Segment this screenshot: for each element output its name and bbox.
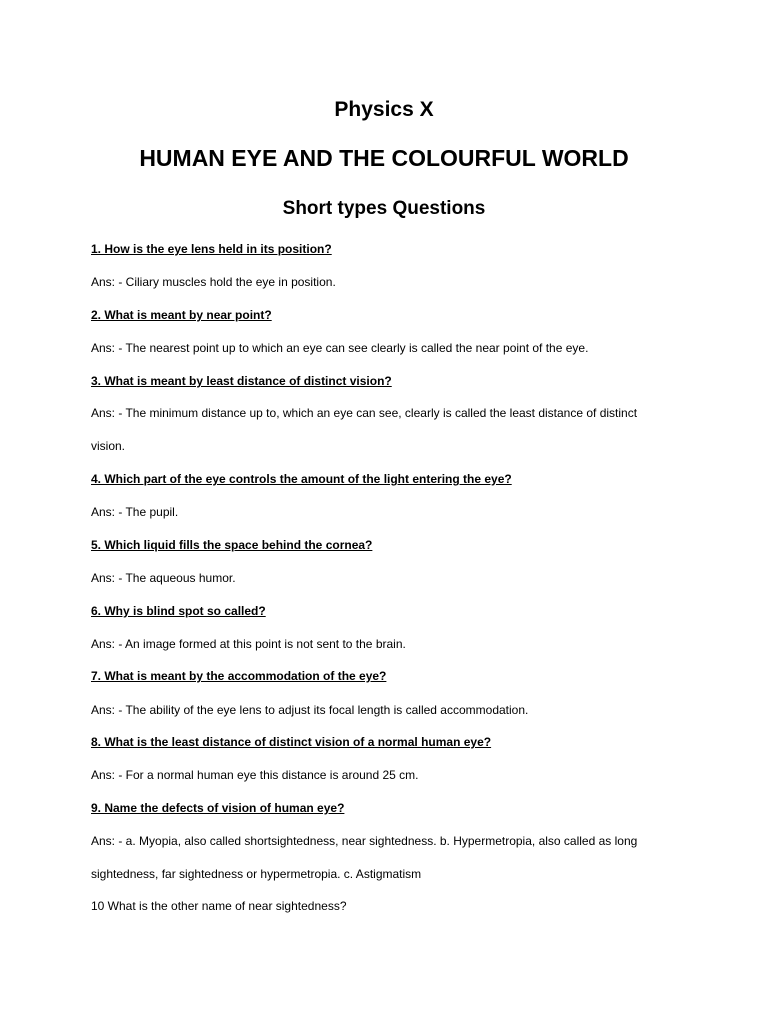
- question-2: 2. What is meant by near point?: [91, 308, 272, 322]
- answer-9-line-1: Ans: - a. Myopia, also called shortsightedness, near sightedness. b. Hypermetropia, also called as long: [91, 834, 638, 848]
- answer-3-line-1: Ans: - The minimum distance up to, which an eye can see, clearly is called the least distance of distinct: [91, 406, 638, 420]
- question-4: 4. Which part of the eye controls the amount of the light entering the eye?: [91, 472, 512, 486]
- document-chapter-title: HUMAN EYE AND THE COLOURFUL WORLD: [139, 145, 629, 171]
- answer-2: Ans: - The nearest point up to which an eye can see clearly is called the near point of the eye.: [91, 341, 589, 355]
- document-section-title: Short types Questions: [282, 198, 486, 219]
- answer-8: Ans: - For a normal human eye this distance is around 25 cm.: [91, 768, 419, 782]
- question-9: 9. Name the defects of vision of human eye?: [91, 801, 345, 815]
- answer-4: Ans: - The pupil.: [91, 505, 179, 519]
- answer-5: Ans: - The aqueous humor.: [91, 571, 236, 585]
- question-3: 3. What is meant by least distance of distinct vision?: [91, 374, 392, 388]
- answer-9-line-2: sightedness, far sightedness or hypermetropia. c. Astigmatism: [91, 867, 422, 881]
- question-10: 10 What is the other name of near sightedness?: [91, 899, 347, 913]
- answer-3-line-2: vision.: [91, 439, 126, 453]
- answer-6: Ans: - An image formed at this point is not sent to the brain.: [91, 637, 406, 651]
- question-1: 1. How is the eye lens held in its position?: [91, 242, 332, 256]
- answer-1: Ans: - Ciliary muscles hold the eye in position.: [91, 275, 336, 289]
- question-5: 5. Which liquid fills the space behind the cornea?: [91, 538, 373, 552]
- answer-7: Ans: - The ability of the eye lens to adjust its focal length is called accommodation.: [91, 703, 529, 717]
- question-7: 7. What is meant by the accommodation of the eye?: [91, 669, 387, 683]
- question-6: 6. Why is blind spot so called?: [91, 604, 266, 618]
- document-subject: Physics X: [334, 98, 434, 121]
- question-8: 8. What is the least distance of distinct vision of a normal human eye?: [91, 735, 492, 749]
